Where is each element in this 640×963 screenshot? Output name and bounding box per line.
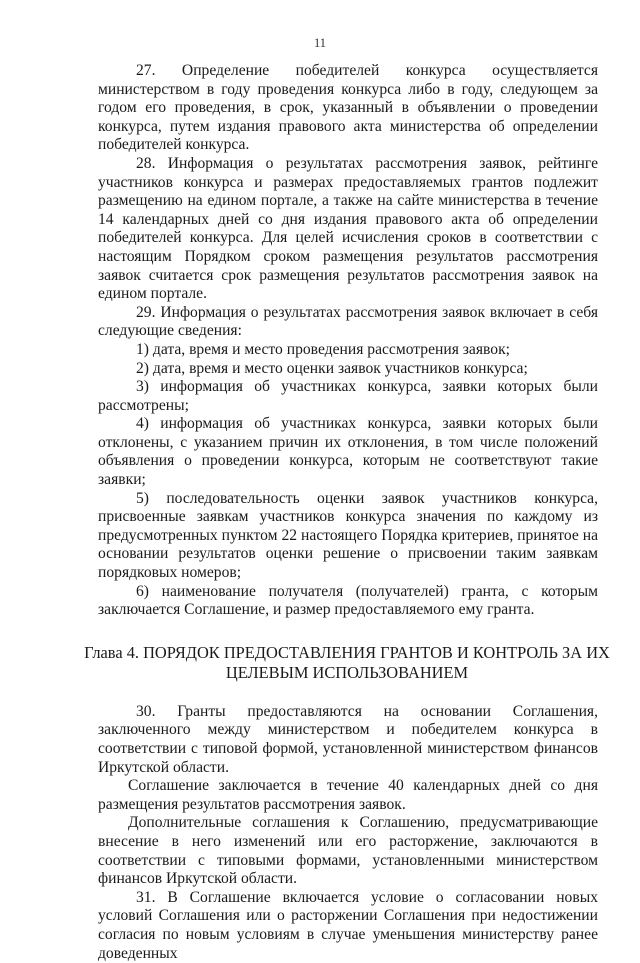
page-number: 11: [313, 36, 327, 50]
paragraph-29: 29. Информация о результатах рассмотрения заявок включает в себя следующие сведения:: [98, 303, 598, 340]
paragraph-27: 27. Определение победителей конкурса осуществляется министерством в году проведения конкурса либо в году, следующем за годом его проведения, в срок, указанный в объявлении о проведении конкурса, путем издания правового акта министерства об определении победителей конкурса.: [98, 62, 598, 154]
paragraph-30: 30. Гранты предоставляются на основании Соглашения, заключенного между министерством и победителем конкурса в соответствии с типовой формой, установленной министерством финансов Иркутской области.: [98, 702, 598, 776]
list-item: 3) информация об участниках конкурса, заявки которых были рассмотрены;: [98, 378, 598, 414]
paragraph-additional-agreements: Дополнительные соглашения к Соглашению, предусматривающие внесение в него изменений или его расторжение, заключаются в соответствии с типовыми формами, установленными министерством финансов Иркутской области.: [98, 814, 598, 888]
list-item: 6) наименование получателя (получателей) гранта, с которым заключается Соглашение, и размер предоставляемого ему гранта.: [98, 582, 598, 619]
list-item: 5) последовательность оценки заявок участников конкурса, присвоенные заявкам участников конкурса значения по каждому из предусмотренных пунктом 22 настоящего Порядка критериев, принятое на основании результатов оценки решение о присвоении таким заявкам порядковых номеров;: [98, 489, 598, 582]
chapter-heading: Глава 4. ПОРЯДОК ПРЕДОСТАВЛЕНИЯ ГРАНТОВ И КОНТРОЛЬ ЗА ИХ ЦЕЛЕВЫМ ИСПОЛЬЗОВАНИЕМ: [84, 642, 610, 682]
paragraph-31: 31. В Соглашение включается условие о согласовании новых условий Соглашения или о расторжении Соглашения при недостижении согласия по новым условиям в случае уменьшения министерству ранее доведенных: [98, 888, 598, 962]
paragraph-agreement-term: Соглашение заключается в течение 40 календарных дней со дня размещения результатов рассмотрения заявок.: [98, 777, 598, 813]
list-item: 4) информация об участниках конкурса, заявки которых были отклонены, с указанием причин их отклонения, в том числе положений объявления о проведении конкурса, которым не соответствуют такие заявки;: [98, 415, 598, 489]
paragraph-28: 28. Информация о результатах рассмотрения заявок, рейтинге участников конкурса и размерах предоставляемых грантов подлежит размещению на едином портале, а также на сайте министерства в течение 14 календарных дней со дня издания правового акта об определении победителей конкурса. Для целей исчисления сроков в соответствии с настоящим Порядком сроком размещения результатов рассмотрения заявок считается срок размещения результатов рассмотрения заявок на едином портале.: [98, 154, 598, 303]
document-body: [84, 62, 610, 963]
list-item: 1) дата, время и место проведения рассмотрения заявок;: [136, 340, 510, 358]
list-item: 2) дата, время и место оценки заявок участников конкурса;: [136, 359, 528, 377]
